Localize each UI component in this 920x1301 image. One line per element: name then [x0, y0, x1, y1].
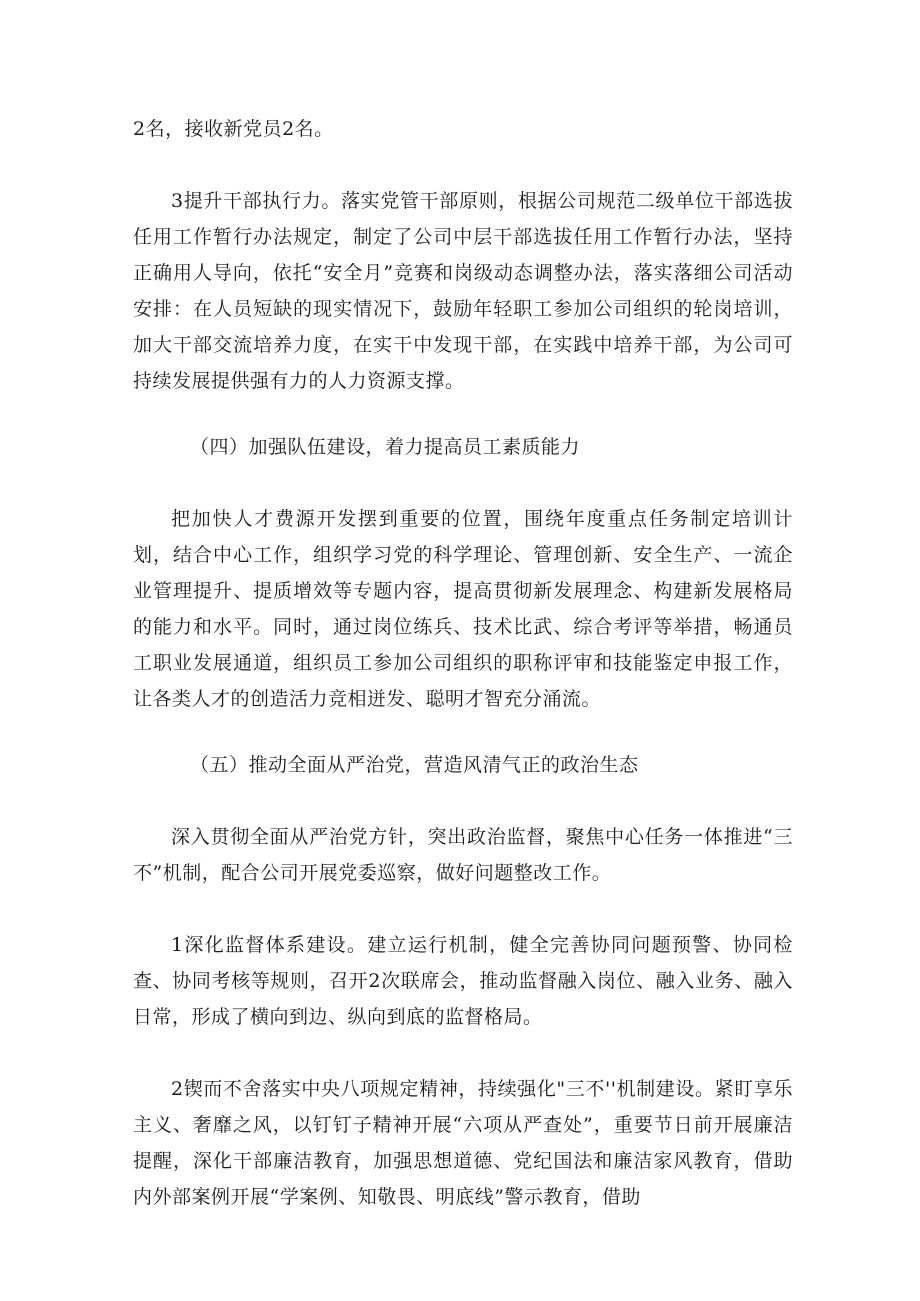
paragraph-gap — [133, 147, 793, 183]
paragraph-talent-training: 把加快人才费源开发摆到重要的位置，围绕年度重点任务制定培训计划，结合中心工作，组织学习党的科学理论、管理创新、安全生产、一流企业管理提升、提质增效等专题内容，提高贯彻新发展理念、构建新发展格局的能力和水平。同时，通过岗位练兵、技术比武、综合考评等举措，畅通员工职业发展通道，组织员工参加公司组织的职称评审和技能鉴定申报工作，让各类人才的创造活力竞相迸发、聪明才智充分涌流。 — [133, 508, 793, 710]
paragraph-gap — [133, 465, 793, 501]
paragraph-gap — [133, 399, 793, 429]
paragraph-continuation: 2名，接收新党员2名。 — [133, 118, 334, 140]
paragraph-supervision-system: 1深化监督体系建设。建立运行机制，健全完善协同问题预警、协同检查、协同考核等规则，召开2次联席会，推动监督融入岗位、融入业务、融入日常，形成了横向到边、纵向到底的监督格局。 — [133, 934, 793, 1028]
paragraph-cadre-execution: 3提升干部执行力。落实党管干部原则，根据公司规范二级单位干部选拔任用工作暂行办法规定，制定了公司中层干部选拔任用工作暂行办法，坚持正确用人导向，依托“安全月”竞赛和岗级动态调整办法，落实落细公司活动安排：在人员短缺的现实情况下，鼓励年轻职工参加公司组织的轮岗培训，加大干部交流培养力度，在实干中发现干部，在实践中培养干部，为公司可持续发展提供强有力的人力资源支撑。 — [133, 190, 793, 392]
paragraph-gap — [133, 1035, 793, 1071]
section-heading-4: （四）加强队伍建设，着力提高员工素质能力 — [190, 436, 581, 458]
paragraph-party-discipline: 深入贯彻全面从严治党方针，突出政治监督，聚焦中心任务一体推进“三不”机制，配合公司开展党委巡察，做好问题整改工作。 — [133, 826, 793, 884]
section-heading-5: （五）推动全面从严治党，营造风清气正的政治生态 — [190, 754, 639, 776]
document-body — [133, 111, 793, 1215]
paragraph-gap — [133, 783, 793, 819]
paragraph-eight-rules: 2锲而不舍落实中央八项规定精神，持续强化"三不''机制建设。紧盯享乐主义、奢靡之风，以钉钉子精神开展“六项从严查处”，重要节日前开展廉洁提醒，深化干部廉洁教育，加强思想道德、党纪国法和廉洁家风教育，借助内外部案例开展“学案例、知敬畏、明底线”警示教育，借助 — [133, 1078, 793, 1208]
paragraph-gap — [133, 717, 793, 747]
paragraph-gap — [133, 891, 793, 927]
